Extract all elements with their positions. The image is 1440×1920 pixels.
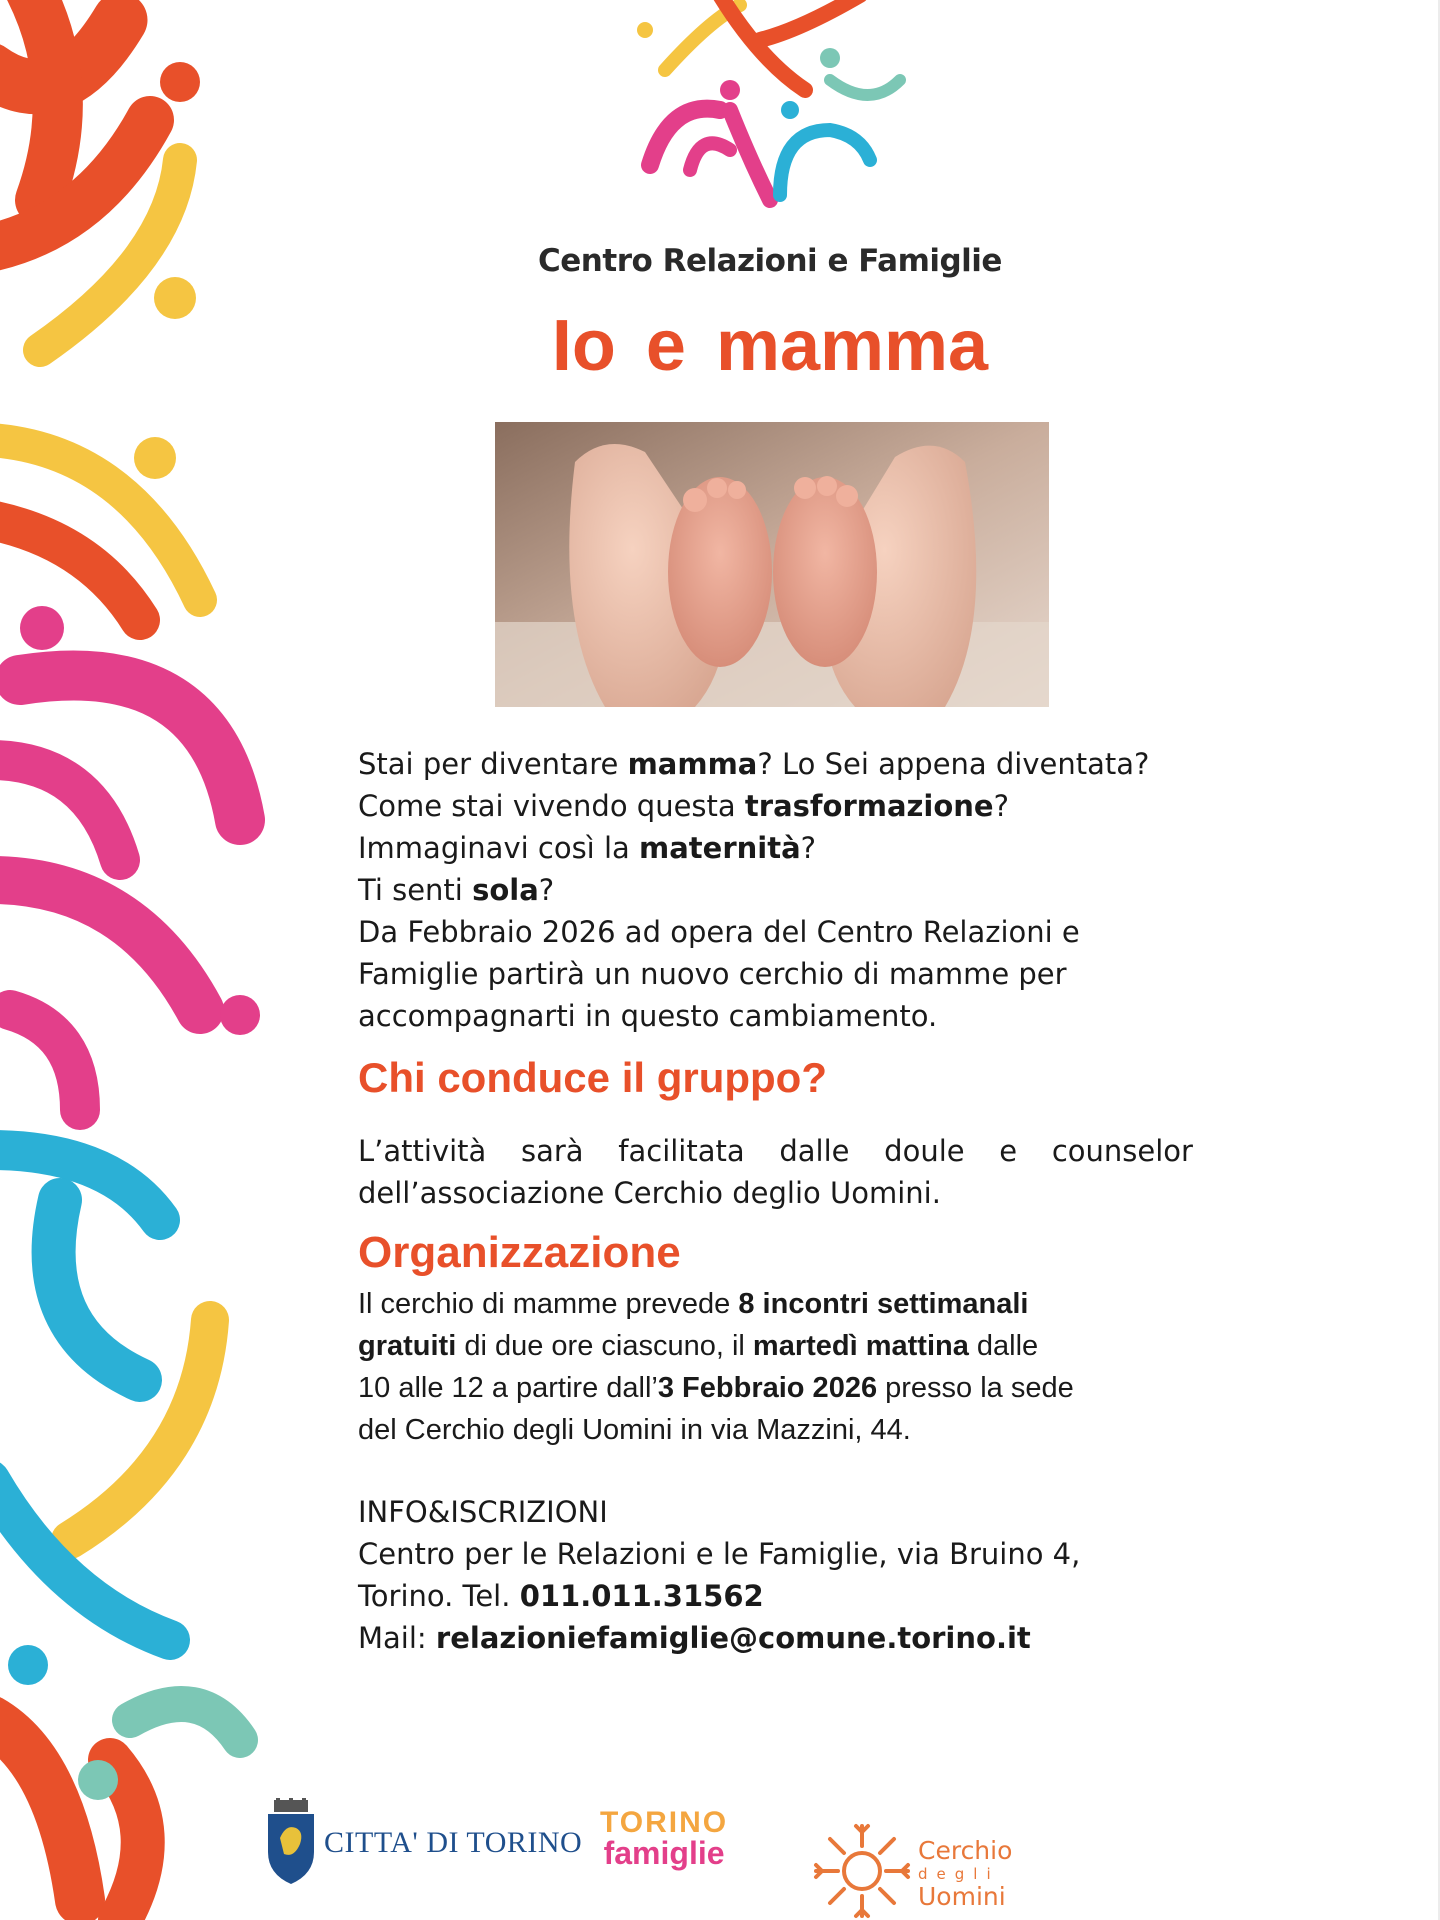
degli-word: degli	[918, 1865, 1000, 1883]
baby-feet-photo	[495, 422, 1049, 707]
org-line: Il cerchio di mamme prevede 8 incontri settimanali	[358, 1288, 1029, 1320]
organizzazione-paragraph	[358, 1283, 1193, 1451]
intro-line: Famiglie partirà un nuovo cerchio di mamme per	[358, 957, 1067, 991]
cerchio-uomini-sun-icon	[808, 1822, 916, 1920]
uomini-word: Uomini	[918, 1882, 1006, 1911]
intro-paragraph	[358, 743, 1193, 1037]
torino-famiglie-logo	[600, 1806, 729, 1871]
phone-number[interactable]: 011.011.31562	[519, 1579, 764, 1613]
info-section	[358, 1491, 1193, 1659]
torino-famiglie-bottom: famiglie	[603, 1835, 725, 1871]
torino-famiglie-top: TORINO	[600, 1806, 729, 1839]
org-line: 10 alle 12 a partire dall’3 Febbraio 2026 presso la sede	[358, 1372, 1074, 1404]
info-phone-line: Torino. Tel. 011.011.31562	[358, 1579, 764, 1613]
info-mail-line: Mail: relazioniefamiglie@comune.torino.it	[358, 1621, 1031, 1655]
info-address: Centro per le Relazioni e le Famiglie, via Bruino 4,	[358, 1537, 1081, 1571]
cerchio-uomini-logo-text	[918, 1838, 1012, 1910]
org-line: gratuiti di due ore ciascuno, il martedì mattina dalle	[358, 1330, 1039, 1362]
section-heading-chi: Chi conduce il gruppo?	[358, 1054, 827, 1101]
organization-name: Centro Relazioni e Famiglie	[538, 243, 1002, 279]
centro-relazioni-logo-icon	[630, 0, 910, 215]
email-link[interactable]: relazioniefamiglie@comune.torino.it	[435, 1621, 1031, 1655]
section-heading-organizzazione: Organizzazione	[358, 1228, 681, 1277]
intro-line: accompagnarti in questo cambiamento.	[358, 999, 938, 1033]
footer-logos	[0, 1790, 1440, 1920]
intro-line: Da Febbraio 2026 ad opera del Centro Relazioni e	[358, 915, 1080, 949]
citta-di-torino-label: CITTA' DI TORINO	[324, 1826, 583, 1859]
torino-coat-of-arms-icon	[264, 1798, 318, 1884]
page-title: Io e mamma	[551, 306, 989, 386]
chi-line: L’attività sarà facilitata dalle doule e counselor	[358, 1134, 1193, 1168]
intro-line: Come stai vivendo questa trasformazione?	[358, 789, 1009, 823]
info-heading: INFO&ISCRIZIONI	[358, 1495, 608, 1529]
cerchio-word: Cerchio	[918, 1836, 1013, 1865]
decorative-figures-left	[0, 0, 280, 1920]
intro-line: Ti senti sola?	[358, 873, 555, 907]
chi-line: dell’associazione Cerchio deglio Uomini.	[358, 1176, 941, 1210]
chi-paragraph	[358, 1130, 1193, 1214]
intro-line: Immaginavi così la maternità?	[358, 831, 817, 865]
intro-line: Stai per diventare mamma? Lo Sei appena diventata?	[358, 747, 1150, 781]
org-line: del Cerchio degli Uomini in via Mazzini, 44.	[358, 1414, 911, 1446]
